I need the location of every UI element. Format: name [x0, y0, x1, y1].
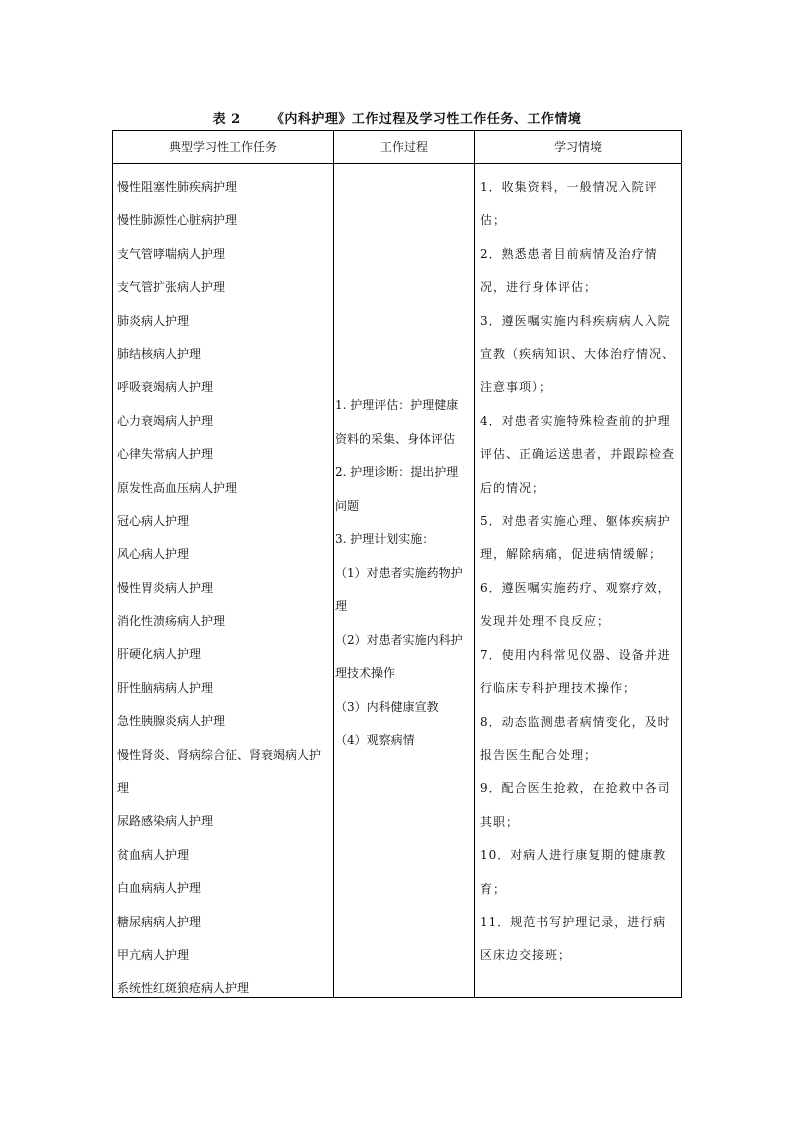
task-item: 贫血病人护理 [117, 847, 190, 862]
task-item: 消化性溃疡病人护理 [117, 614, 226, 629]
situation-item: 11．规范书写护理记录，进行病区床边交接班； [480, 914, 667, 963]
process-step: （3）内科健康宣教 [335, 699, 439, 714]
header-typical-tasks: 典型学习性工作任务 [168, 140, 277, 154]
task-item: 慢性肺源性心脏病护理 [117, 213, 238, 228]
tasks-column [117, 171, 331, 1006]
task-item: 甲亢病人护理 [117, 948, 190, 963]
situation-item: 5．对患者实施心理、躯体疾病护理，解除病痛，促进病情缓解； [480, 514, 671, 562]
task-item: 慢性肾炎、肾病综合征、肾衰竭病人护理 [117, 747, 322, 796]
task-item: 急性胰腺炎病人护理 [117, 714, 226, 729]
table-title: 表 2 《内科护理》工作过程及学习性工作任务、工作情境 [212, 112, 582, 127]
situation-item: 1．收集资料，一般情况入院评估； [480, 180, 658, 228]
process-column [335, 389, 467, 758]
task-item: 慢性胃炎病人护理 [117, 580, 214, 595]
process-step: 1. 护理评估：护理健康资料的采集、身体评估 [335, 398, 459, 446]
situation-item: 6．遵医嘱实施药疗、观察疗效，发现并处理不良反应； [480, 580, 671, 629]
task-table [112, 130, 682, 998]
situation-item: 2．熟悉患者目前病情及治疗情况，进行身体评估； [480, 246, 658, 295]
table-header-row [113, 131, 681, 164]
process-step: （1）对患者实施药物护理 [335, 565, 463, 613]
task-item: 支气管哮喘病人护理 [117, 246, 226, 261]
task-item: 糖尿病病人护理 [117, 914, 202, 929]
process-step: （4）观察病情 [335, 733, 415, 747]
situation-item: 7．使用内科常见仪器、设备并进行临床专科护理技术操作； [480, 647, 671, 696]
situation-item: 8．动态监测患者病情变化，及时报告医生配合处理； [480, 714, 671, 762]
column-divider-2 [474, 131, 475, 997]
situation-item: 4．对患者实施特殊检查前的护理评估、正确运送患者，并跟踪检查后的情况； [480, 413, 676, 495]
task-item: 系统性红斑狼疮病人护理 [117, 981, 250, 996]
header-learning-situation: 学习情境 [553, 140, 602, 154]
column-divider-1 [333, 131, 334, 997]
situation-item: 10．对病人进行康复期的健康教育； [480, 848, 667, 896]
task-item: 心力衰竭病人护理 [117, 413, 214, 428]
task-item: 支气管扩张病人护理 [117, 280, 226, 295]
task-item: 心律失常病人护理 [117, 447, 214, 462]
header-work-process: 工作过程 [379, 140, 428, 154]
task-item: 白血病病人护理 [117, 881, 202, 896]
situation-item: 3．遵医嘱实施内科疾病病人入院宣教（疾病知识、大体治疗情况、注意事项）； [480, 313, 676, 395]
task-item: 肺炎病人护理 [117, 313, 190, 328]
task-item: 冠心病人护理 [117, 513, 190, 528]
task-item: 尿路感染病人护理 [117, 814, 214, 829]
task-item: 肝硬化病人护理 [117, 647, 202, 662]
task-item: 呼吸衰竭病人护理 [117, 380, 214, 395]
process-step: （2）对患者实施内科护理技术操作 [335, 632, 463, 680]
situation-item: 9．配合医生抢救，在抢救中各司其职； [480, 781, 671, 829]
task-item: 肝性脑病病人护理 [117, 680, 214, 695]
process-step: 3. 护理计划实施： [335, 532, 435, 546]
task-item: 风心病人护理 [117, 547, 190, 562]
process-step: 2. 护理诊断：提出护理问题 [335, 465, 459, 513]
situations-column [480, 171, 676, 973]
task-item: 原发性高血压病人护理 [117, 480, 238, 495]
task-item: 慢性阻塞性肺疾病护理 [117, 180, 238, 194]
task-item: 肺结核病人护理 [117, 346, 202, 361]
